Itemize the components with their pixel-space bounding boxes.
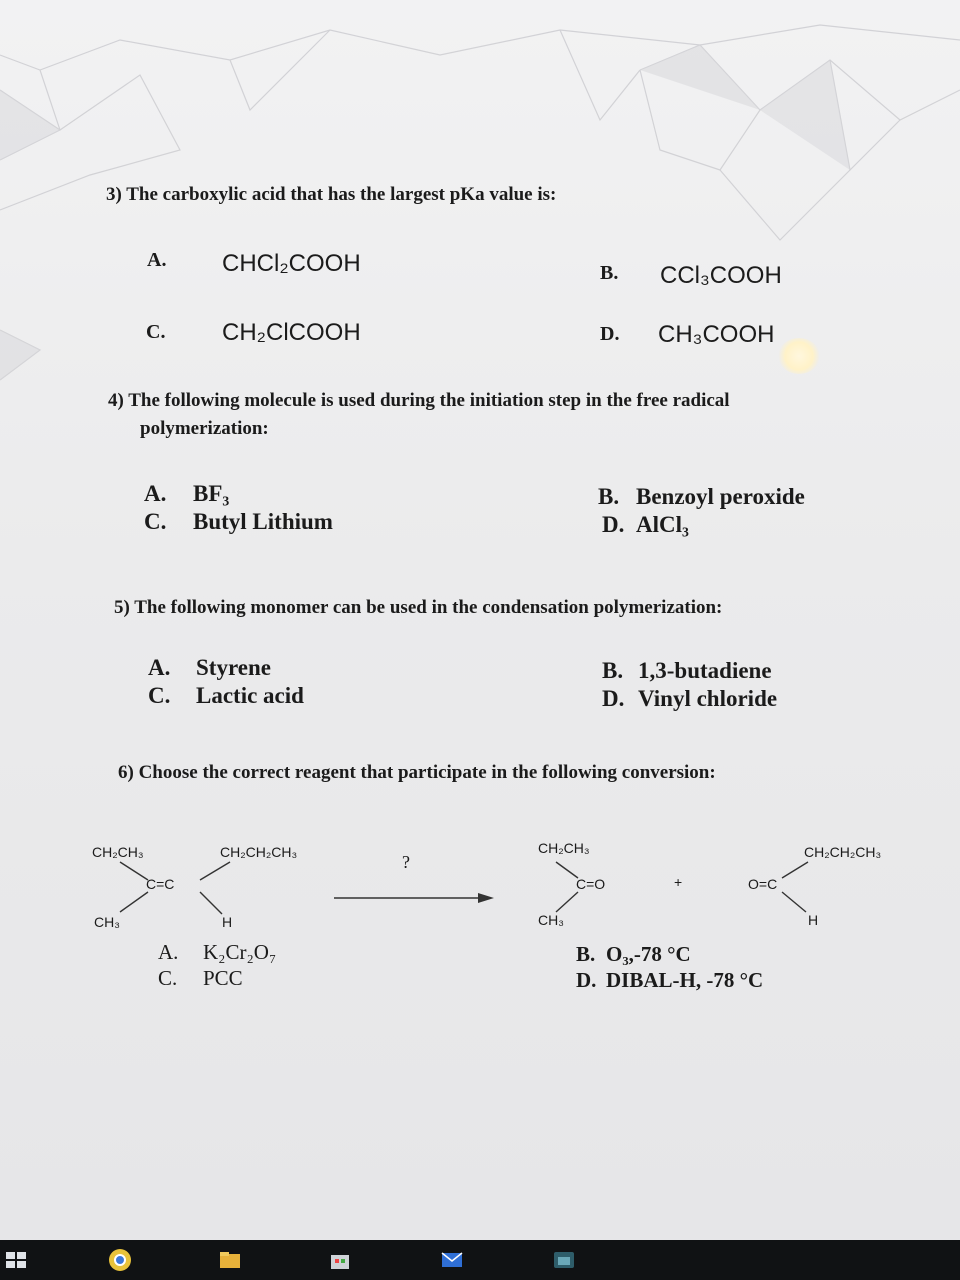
product2-bottom: H: [808, 912, 819, 928]
q4-option-d-letter: D.: [602, 512, 625, 537]
q4-option-d: AlCl₃: [636, 512, 689, 537]
q3-option-d: CH₃COOH: [658, 321, 775, 348]
chrome-icon[interactable]: [108, 1248, 132, 1272]
start-icon[interactable]: [4, 1248, 28, 1272]
q4-option-b-letter: B.: [598, 484, 620, 509]
product1-top: CH₂CH₃: [538, 840, 590, 856]
q4-question-line2: polymerization:: [140, 418, 269, 439]
q5-option-c-letter: C.: [148, 683, 171, 708]
product2-top: CH₂CH₂CH₃: [804, 844, 882, 860]
q3-option-b: CCl₃COOH: [660, 262, 782, 289]
q4-question-line1: 4) The following molecule is used during the initiation step in the free radical: [108, 390, 730, 411]
q3-option-a-letter: A.: [147, 249, 167, 271]
taskbar: [0, 1240, 960, 1280]
app-icon[interactable]: [552, 1248, 576, 1272]
q6-option-c-letter: C.: [158, 966, 178, 990]
q5-option-c: Lactic acid: [196, 683, 304, 708]
product1-bottom: CH₃: [538, 912, 564, 928]
q5-option-d: Vinyl chloride: [638, 686, 778, 711]
reactant-bottom-left: CH₃: [94, 914, 120, 930]
q5-option-a: Styrene: [196, 655, 271, 680]
q3-question: 3) The carboxylic acid that has the largest pKa value is:: [106, 184, 557, 205]
q5-option-a-letter: A.: [148, 655, 171, 680]
q6-option-a: K₂Cr₂O₇: [203, 940, 277, 964]
q3-option-b-letter: B.: [600, 262, 619, 284]
q4-option-a-letter: A.: [144, 481, 167, 506]
q6-option-c: PCC: [203, 966, 243, 990]
mail-icon[interactable]: [440, 1248, 464, 1272]
q3-option-a: CHCl₂COOH: [222, 250, 361, 277]
q3-option-c-letter: C.: [146, 321, 166, 343]
q5-question: 5) The following monomer can be used in the condensation polymerization:: [114, 597, 723, 618]
product2-center: O=C: [748, 876, 778, 892]
q6-option-d-letter: D.: [576, 968, 597, 992]
q4-option-b: Benzoyl peroxide: [636, 484, 805, 509]
q6-option-b: O₃,-78 °C: [606, 942, 691, 966]
arrow-head-icon: [478, 893, 494, 903]
reactant-center: C=C: [146, 876, 175, 892]
q4-option-a: BF₃: [193, 481, 230, 506]
q4-option-c: Butyl Lithium: [193, 509, 333, 534]
q6-option-d: DIBAL-H, -78 °C: [606, 968, 764, 992]
q5-option-b: 1,3-butadiene: [638, 658, 772, 683]
q5-option-b-letter: B.: [602, 658, 624, 683]
q6-option-a-letter: A.: [158, 940, 179, 964]
file-explorer-icon[interactable]: [218, 1248, 242, 1272]
reactant-bottom-right: H: [222, 914, 233, 930]
arrow-label: ?: [402, 852, 410, 872]
q3-option-d-letter: D.: [600, 323, 620, 345]
q3-option-c: CH₂ClCOOH: [222, 319, 361, 346]
plus-sign: +: [674, 874, 683, 890]
product1-center: C=O: [576, 876, 606, 892]
reactant-top-left: CH₂CH₃: [92, 844, 144, 860]
q5-option-d-letter: D.: [602, 686, 625, 711]
reactant-top-right: CH₂CH₂CH₃: [220, 844, 298, 860]
q6-option-b-letter: B.: [576, 942, 596, 966]
store-icon[interactable]: [328, 1248, 352, 1272]
q6-question: 6) Choose the correct reagent that participate in the following conversion:: [118, 762, 716, 783]
q4-option-c-letter: C.: [144, 509, 167, 534]
